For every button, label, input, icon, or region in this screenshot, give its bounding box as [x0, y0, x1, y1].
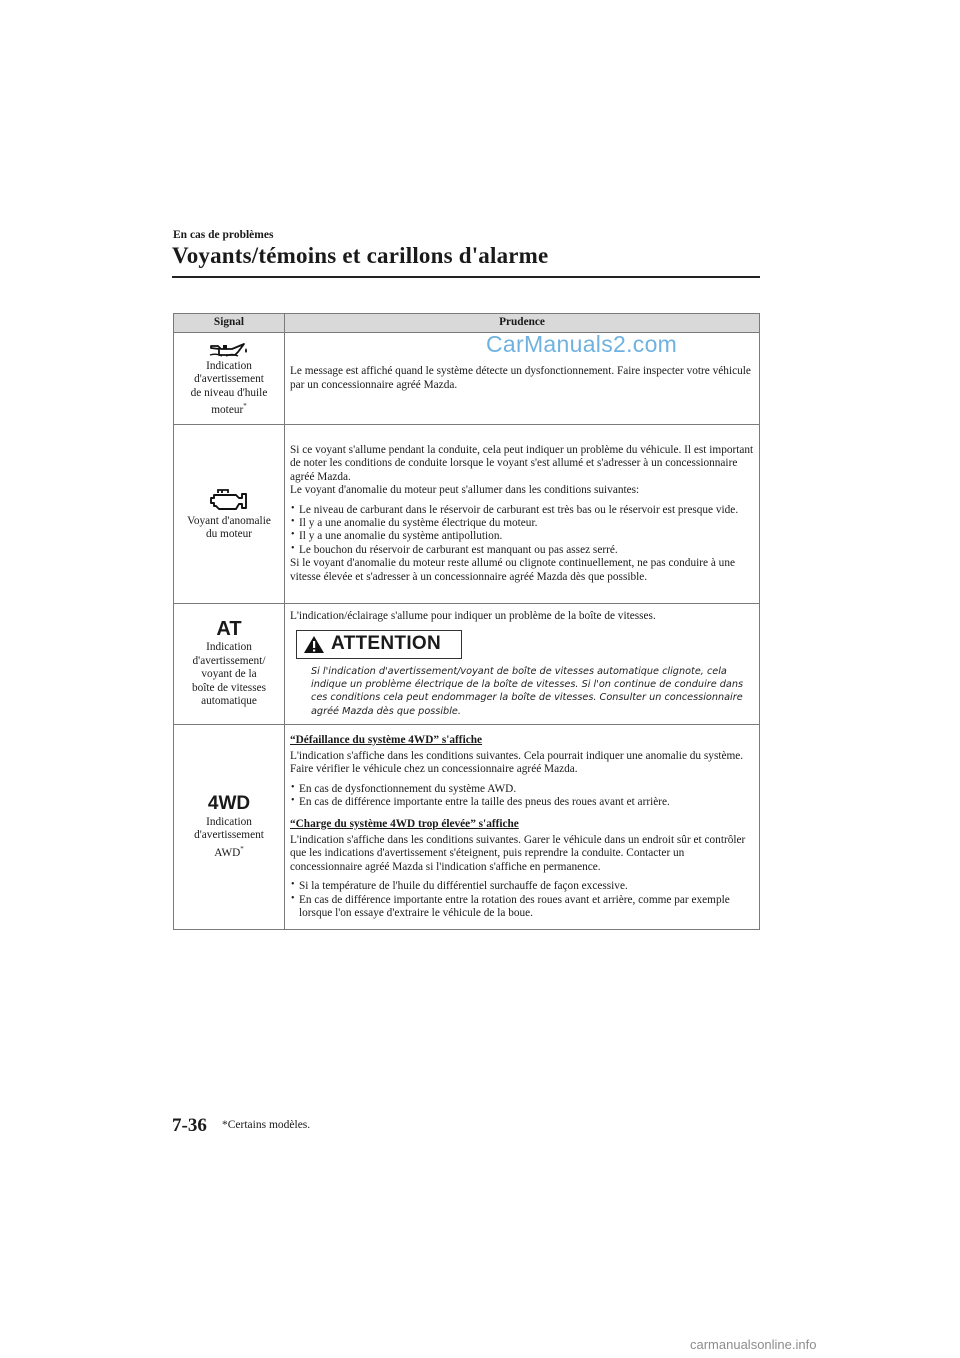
- signal-cell: [174, 425, 285, 604]
- signal-cell: [174, 604, 285, 725]
- footnote-star: *: [243, 402, 247, 411]
- subheading: “Charge du système 4WD trop élevée” s'affiche: [290, 817, 519, 830]
- prudence-cell: [285, 604, 760, 725]
- 4wd-indicator-icon: 4WD: [207, 793, 251, 814]
- signal-name-line: automatique: [201, 695, 257, 708]
- prudence-text: L'indication s'affiche dans les conditions suivantes. Cela pourrait indiquer une anomalie du système. Faire vérifier le véhicule chez un concessionnaire agréé Mazda.: [290, 749, 744, 776]
- signal-name-line: Indication: [206, 359, 252, 372]
- prudence-text: Le message est affiché quand le système détecte un dysfonctionnement. Faire inspecter votre véhicule par un concessionnaire agréé Mazda.: [290, 365, 751, 391]
- prudence-cell: [285, 725, 760, 930]
- table-row: [174, 425, 760, 604]
- signal-name-line: AWD*: [214, 844, 244, 859]
- signal-name-line: Indication: [206, 816, 252, 828]
- prudence-text: L'indication s'affiche dans les conditions suivantes. Garer le véhicule dans un endroit sûr et contrôler que les indications d'avertissement s'éteignent, puis reprendre la conduite. Contacter un concessionnaire agréé Mazda si l'indication s'affiche en permanence.: [290, 834, 746, 873]
- signal-cell: [174, 725, 285, 930]
- signal-name-line: boîte de vitesses: [191, 681, 267, 694]
- page-title: Voyants/témoins et carillons d'alarme: [172, 243, 549, 268]
- list-item: • Le bouchon du réservoir de carburant est manquant ou pas assez serré.: [290, 544, 754, 557]
- attention-label: ATTENTION: [331, 633, 442, 655]
- at-indicator-icon: AT: [216, 618, 242, 641]
- signal-name-line: du moteur: [205, 528, 253, 540]
- list-item: • Si la température de l'huile du différentiel surchauffe de façon excessive.: [290, 880, 754, 893]
- engine-icon: [208, 487, 250, 513]
- attention-text: Si l'indication d'avertissement/voyant de boîte de vitesses automatique clignote, cela indique un problème électrique de la boîte de vitesses. Si l'on continue de conduire dans ces conditions cela peut endommager la boîte de vitesses. Consulter un concessionnaire agréé Mazda dès que possible.: [311, 665, 744, 717]
- column-header-signal: Signal: [174, 314, 285, 333]
- prudence-text: Si le voyant d'anomalie du moteur reste allumé ou clignote continuellement, ne pas conduire à une vitesse élevée et s'adresser à un concessionnaire agréé Mazda dès que possible.: [290, 557, 735, 583]
- footer-watermark: carmanualsonline.info: [690, 1337, 817, 1352]
- signal-name-line: Voyant d'anomalie: [187, 514, 271, 527]
- signal-name-line: d'avertissement/: [192, 654, 266, 667]
- attention-banner: [296, 630, 462, 659]
- footnote-star: *: [240, 844, 244, 853]
- list-item: • Il y a une anomalie du système antipollution.: [290, 530, 754, 543]
- signal-name-line: Indication: [206, 641, 252, 654]
- list-item: • En cas de dysfonctionnement du système AWD.: [290, 783, 754, 796]
- table-row: [174, 725, 760, 930]
- page-number: 7-36: [172, 1115, 207, 1136]
- list-item: • En cas de différence importante entre la taille des pneus des roues avant et arrière.: [290, 796, 754, 809]
- section-label: En cas de problèmes: [173, 229, 274, 241]
- prudence-cell: [285, 425, 760, 604]
- signal-name-line: de niveau d'huile: [190, 386, 268, 399]
- signal-cell: [174, 333, 285, 425]
- prudence-text: Le voyant d'anomalie du moteur peut s'allumer dans les conditions suivantes:: [290, 484, 640, 497]
- subheading: “Défaillance du système 4WD” s'affiche: [290, 733, 483, 746]
- signal-name-line: d'avertissement: [194, 373, 264, 386]
- oil-can-icon: [208, 340, 250, 358]
- warning-triangle-icon: [303, 635, 325, 654]
- signal-name-line: moteur*: [211, 402, 247, 416]
- footnote: *Certains modèles.: [222, 1119, 311, 1131]
- signal-name-line: voyant de la: [201, 668, 257, 681]
- watermark-carmanuals: CarManuals2.com: [486, 331, 678, 357]
- table-header-row: [174, 314, 760, 333]
- prudence-text: L'indication/éclairage s'allume pour indiquer un problème de la boîte de vitesses.: [290, 610, 656, 623]
- title-divider: [172, 276, 760, 278]
- signal-name-line: d'avertissement: [194, 829, 264, 842]
- prudence-text: Si ce voyant s'allume pendant la conduite, cela peut indiquer un problème du véhicule. Il est important de noter les conditions de conduite lorsque le voyant s'est allumé et s'adresser à un concessionnaire agréé Mazda.: [290, 443, 754, 483]
- list-item: • En cas de différence importante entre la rotation des roues avant et arrière, comme par exemple lorsque l'on essaye d'extraire le véhicule de la boue.: [290, 894, 754, 921]
- table-row: [174, 604, 760, 725]
- warning-signal-table: [173, 313, 760, 930]
- list-item: • Le niveau de carburant dans le réservoir de carburant est très bas ou le réservoir est presque vide.: [290, 504, 754, 517]
- column-header-prudence: Prudence: [285, 314, 760, 333]
- list-item: • Il y a une anomalie du système électrique du moteur.: [290, 517, 754, 530]
